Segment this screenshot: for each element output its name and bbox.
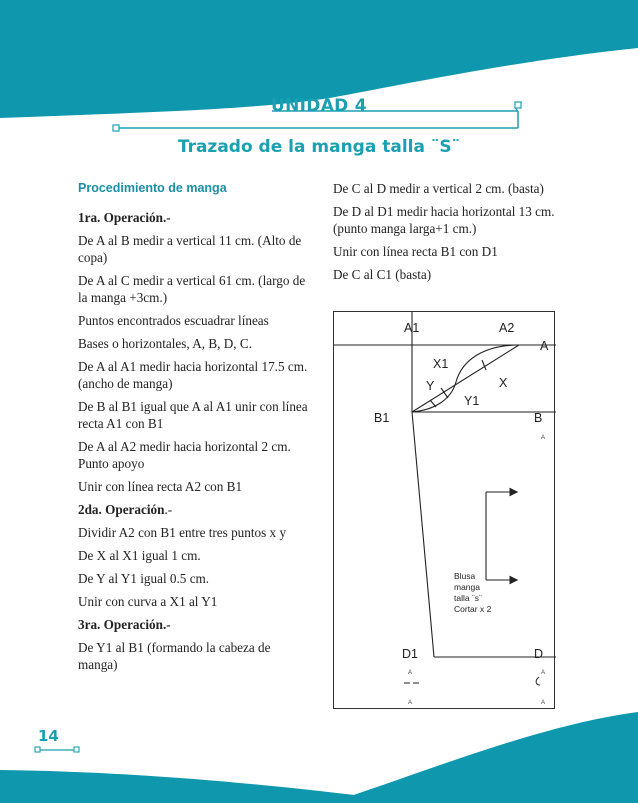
op3-heading: 3ra. Operación.- [78, 617, 171, 632]
label-A: A [540, 339, 549, 353]
sleeve-pattern-svg [334, 312, 556, 710]
op1-heading: 1ra. Operación.- [78, 210, 171, 225]
section-heading: Procedimiento de manga [78, 181, 227, 195]
op1-item: Bases o horizontales, A, B, D, C. [78, 336, 252, 351]
label-X: X [499, 376, 508, 390]
label-D1: D1 [402, 647, 418, 661]
note-line: talla ¨s¨ [454, 593, 482, 603]
small-mark: A [541, 700, 546, 706]
op1-item: De A al A2 medir hacia horizontal 2 cm. Punto apoyo [78, 439, 291, 471]
note-line: manga [454, 582, 480, 592]
note-line: Cortar x 2 [454, 604, 492, 614]
op2-item: De X al X1 igual 1 cm. [78, 548, 201, 563]
label-D: D [534, 647, 544, 661]
op2-heading [78, 501, 310, 518]
op1-item: De B al B1 igual que A al A1 unir con línea recta A1 con B1 [78, 399, 308, 431]
label-X1: X1 [433, 357, 449, 371]
sleeve-pattern-diagram [333, 311, 555, 709]
small-mark: A [541, 670, 546, 676]
right-item: De D al D1 medir hacia horizontal 13 cm. (punto manga larga+1 cm.) [333, 204, 555, 236]
page-number: 14 [38, 727, 59, 745]
label-B: B [534, 411, 543, 425]
right-item: De C al C1 (basta) [333, 267, 432, 282]
op1-item: De A al C medir a vertical 61 cm. (largo de la manga +3cm.) [78, 273, 306, 305]
label-A1: A1 [404, 321, 420, 335]
small-mark: A [541, 435, 546, 441]
label-A2: A2 [499, 321, 515, 335]
op1-item: De A al A1 medir hacia horizontal 17.5 cm. (ancho de manga) [78, 359, 308, 391]
right-column [333, 180, 555, 289]
op1-item: Puntos encontrados escuadrar líneas [78, 313, 269, 328]
op1-item: De A al B medir a vertical 11 cm. (Alto de copa) [78, 233, 302, 265]
note-line: Blusa [454, 571, 476, 581]
op3-item: De Y1 al B1 (formando la cabeza de manga) [78, 640, 271, 672]
small-mark: A [408, 700, 413, 706]
op1-item: Unir con línea recta A2 con B1 [78, 479, 243, 494]
page-subtitle: Trazado de la manga talla ¨S¨ [177, 137, 461, 157]
label-Y: Y [426, 379, 435, 393]
op2-item: Dividir A2 con B1 entre tres puntos x y [78, 525, 287, 540]
right-item: Unir con línea recta B1 con D1 [333, 244, 498, 259]
op2-heading-suffix: .- [164, 502, 173, 517]
label-B1: B1 [374, 411, 390, 425]
unit-title: UNIDAD 4 [271, 96, 367, 116]
right-item: De C al D medir a vertical 2 cm. (basta) [333, 181, 544, 196]
label-Y1: Y1 [464, 394, 480, 408]
op2-heading-text: 2da. Operación [78, 502, 165, 517]
op2-item: Unir con curva a X1 al Y1 [78, 594, 218, 609]
op2-item: De Y al Y1 igual 0.5 cm. [78, 571, 210, 586]
small-mark: A [408, 670, 413, 676]
left-column [78, 180, 310, 679]
